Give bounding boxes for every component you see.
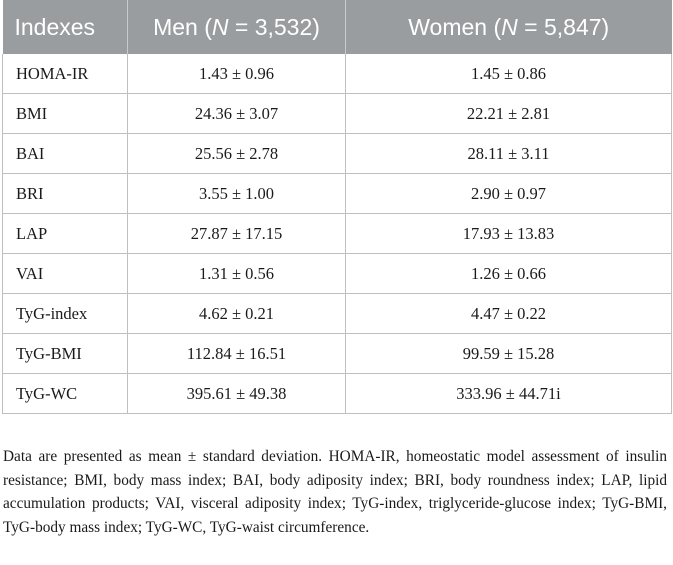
table-footnote: Data are presented as mean ± standard deviation. HOMA-IR, homeostatic model assessment of insulin resistance; BMI, body mass index; BAI, body adiposity index; BRI, body roundness index; LAP, lipid accumulation products; VAI, visceral adiposity index; TyG-index, triglyceride-glucose index; TyG-BMI, TyG-body mass index; TyG-WC, TyG-waist circumference. xyxy=(3,448,667,536)
women-value: 2.90 ± 0.97 xyxy=(346,174,672,214)
men-value: 24.36 ± 3.07 xyxy=(128,94,346,134)
row-label: LAP xyxy=(3,214,128,254)
table-row xyxy=(3,334,672,374)
row-label: TyG-BMI xyxy=(3,334,128,374)
row-label: VAI xyxy=(3,254,128,294)
women-value: 28.11 ± 3.11 xyxy=(346,134,672,174)
data-table xyxy=(2,0,672,414)
men-value: 27.87 ± 17.15 xyxy=(128,214,346,254)
women-value: 99.59 ± 15.28 xyxy=(346,334,672,374)
men-value: 3.55 ± 1.00 xyxy=(128,174,346,214)
row-label: HOMA-IR xyxy=(3,54,128,94)
header-women: Women (N = 5,847) xyxy=(346,0,672,54)
table-row xyxy=(3,294,672,334)
table-row xyxy=(3,94,672,134)
table-row xyxy=(3,174,672,214)
header-men: Men (N = 3,532) xyxy=(128,0,346,54)
table-row xyxy=(3,214,672,254)
table-header xyxy=(3,0,672,54)
row-label: TyG-index xyxy=(3,294,128,334)
row-label: BRI xyxy=(3,174,128,214)
table-row xyxy=(3,374,672,414)
row-label: TyG-WC xyxy=(3,374,128,414)
women-value: 22.21 ± 2.81 xyxy=(346,94,672,134)
men-value: 25.56 ± 2.78 xyxy=(128,134,346,174)
table-body xyxy=(3,54,672,414)
table-row xyxy=(3,54,672,94)
header-indexes: Indexes xyxy=(3,0,128,54)
men-value: 395.61 ± 49.38 xyxy=(128,374,346,414)
women-value: 333.96 ± 44.71i xyxy=(346,374,672,414)
women-value: 4.47 ± 0.22 xyxy=(346,294,672,334)
men-value: 1.31 ± 0.56 xyxy=(128,254,346,294)
men-value: 4.62 ± 0.21 xyxy=(128,294,346,334)
women-value: 1.26 ± 0.66 xyxy=(346,254,672,294)
men-value: 112.84 ± 16.51 xyxy=(128,334,346,374)
table-row xyxy=(3,134,672,174)
women-value: 1.45 ± 0.86 xyxy=(346,54,672,94)
row-label: BMI xyxy=(3,94,128,134)
header-row xyxy=(3,0,672,54)
women-value: 17.93 ± 13.83 xyxy=(346,214,672,254)
row-label: BAI xyxy=(3,134,128,174)
table-row xyxy=(3,254,672,294)
men-value: 1.43 ± 0.96 xyxy=(128,54,346,94)
